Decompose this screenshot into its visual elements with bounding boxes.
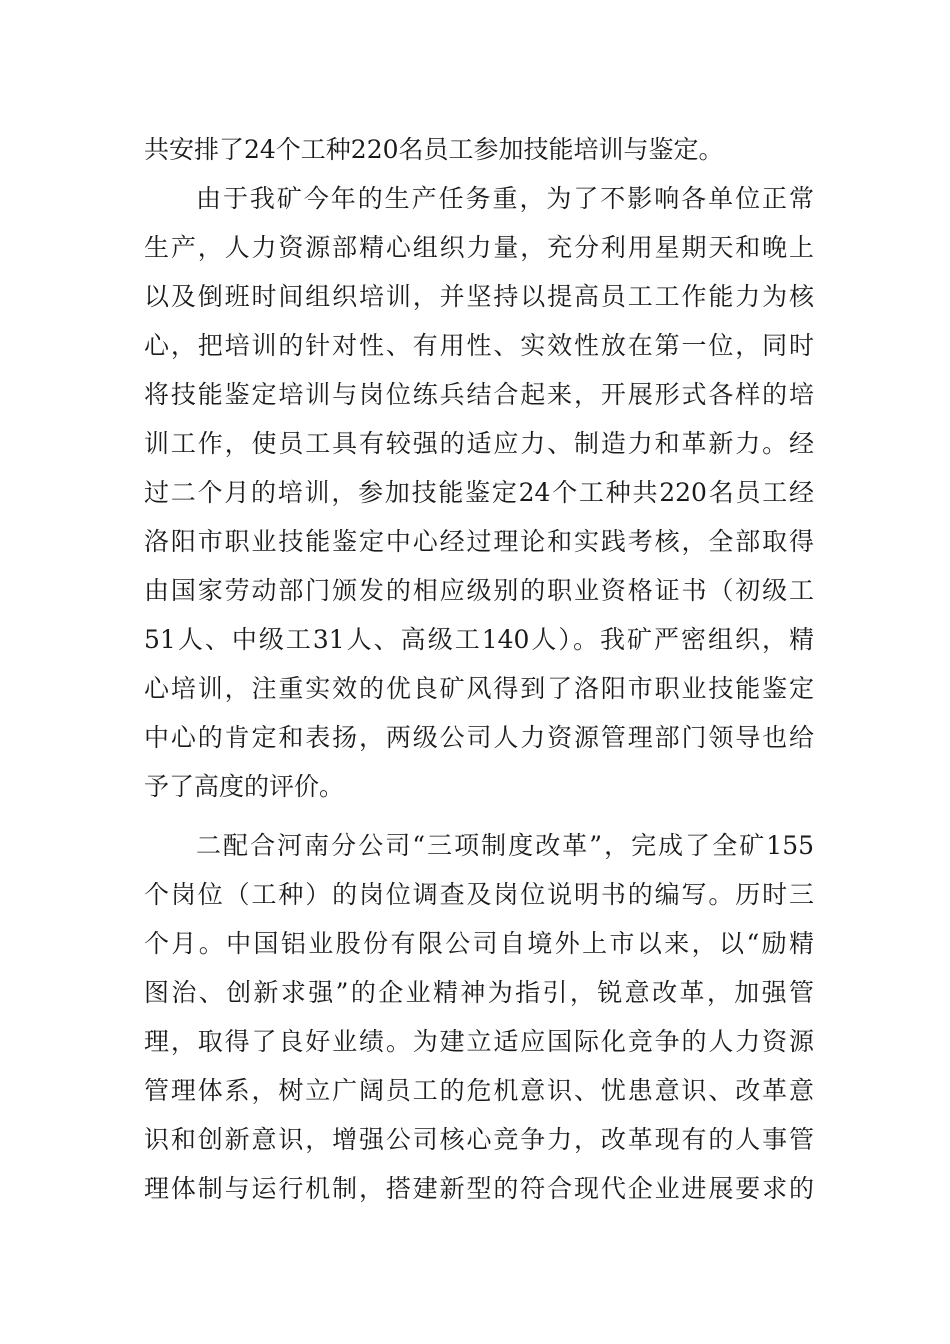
paragraph-3-line-6: 管理体系，树立广阔员工的危机意识、忧患意识、改革意 — [144, 1076, 814, 1105]
paragraph-2-line-2: 生产，人力资源部精心组织力量，充分利用星期天和晚上 — [144, 233, 814, 262]
paragraph-3-line-4: 图治、创新求强”的企业精神为指引，锐意改革，加强管 — [144, 978, 814, 1007]
paragraph-2-line-13: 予了高度的评价。 — [144, 772, 345, 801]
paragraph-1-line-1: 共安排了24个工种220名员工参加技能培训与鉴定。 — [144, 135, 724, 164]
paragraph-2-line-5: 将技能鉴定培训与岗位练兵结合起来，开展形式各样的培 — [144, 380, 814, 409]
paragraph-2-line-1: 由于我矿今年的生产任务重，为了不影响各单位正常 — [196, 184, 814, 213]
paragraph-2-line-6: 训工作，使员工具有较强的适应力、制造力和革新力。经 — [144, 429, 814, 458]
paragraph-3-line-2: 个岗位（工种）的岗位调查及岗位说明书的编写。历时三 — [144, 880, 814, 909]
paragraph-2-line-9: 由国家劳动部门颁发的相应级别的职业资格证书（初级工 — [144, 576, 814, 605]
paragraph-3-line-5: 理，取得了良好业绩。为建立适应国际化竞争的人力资源 — [144, 1027, 814, 1056]
paragraph-2-line-3: 以及倒班时间组织培训，并坚持以提高员工工作能力为核 — [144, 282, 814, 311]
paragraph-3-line-1: 二配合河南分公司“三项制度改革”，完成了全矿155 — [196, 831, 814, 860]
paragraph-2-line-11: 心培训，注重实效的优良矿风得到了洛阳市职业技能鉴定 — [144, 674, 814, 703]
paragraph-2-line-4: 心，把培训的针对性、有用性、实效性放在第一位，同时 — [144, 331, 814, 360]
paragraph-2-line-8: 洛阳市职业技能鉴定中心经过理论和实践考核，全部取得 — [144, 527, 814, 556]
paragraph-2-line-7: 过二个月的培训，参加技能鉴定24个工种共220名员工经 — [144, 478, 814, 507]
paragraph-3-line-7: 识和创新意识，增强公司核心竞争力，改革现有的人事管 — [144, 1125, 814, 1154]
paragraph-2-line-12: 中心的肯定和表扬，两级公司人力资源管理部门领导也给 — [144, 723, 814, 752]
paragraph-3-line-8: 理体制与运行机制，搭建新型的符合现代企业进展要求的 — [144, 1174, 814, 1203]
paragraph-2-line-10: 51人、中级工31人、高级工140人）。我矿严密组织，精 — [144, 625, 814, 654]
paragraph-3-line-3: 个月。中国铝业股份有限公司自境外上市以来，以“励精 — [144, 929, 814, 958]
